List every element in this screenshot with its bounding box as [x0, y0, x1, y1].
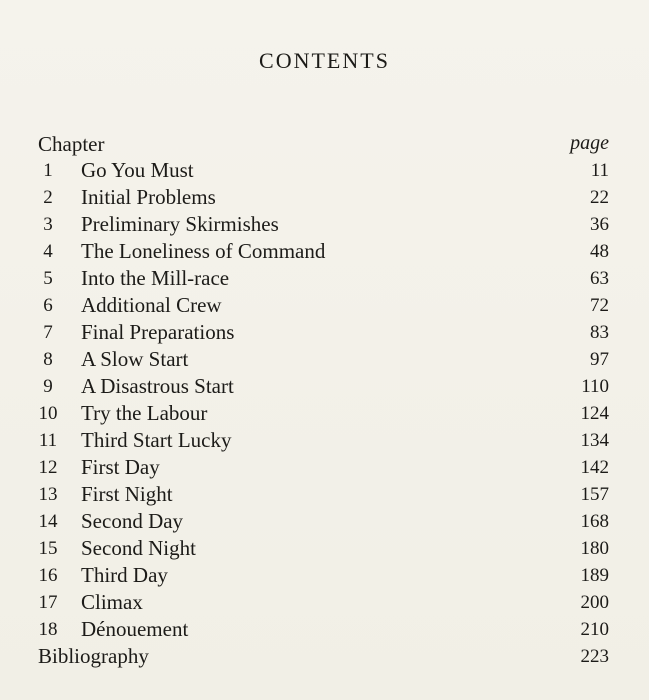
chapter-page: 83: [590, 322, 609, 343]
chapter-page: 168: [580, 511, 609, 532]
toc-entry: [0, 319, 649, 346]
chapter-page: 180: [580, 538, 609, 559]
toc-entry: [0, 589, 649, 616]
chapter-page: 157: [580, 484, 609, 505]
chapter-title: First Night: [81, 482, 173, 506]
chapter-title: A Slow Start: [81, 347, 189, 371]
page-title: CONTENTS: [259, 48, 390, 73]
toc-entry: [0, 454, 649, 481]
chapter-number: 10: [38, 403, 58, 424]
chapter-number: 13: [38, 484, 58, 505]
table-of-contents: [0, 157, 649, 670]
toc-entry: [0, 562, 649, 589]
chapter-page: 210: [580, 619, 609, 640]
chapter-title: Additional Crew: [81, 293, 222, 317]
chapter-title: A Disastrous Start: [81, 374, 234, 398]
chapter-column-header: Chapter: [38, 132, 105, 156]
chapter-number: 9: [43, 376, 53, 397]
chapter-page: 142: [580, 457, 609, 478]
bibliography-page: 223: [580, 646, 609, 667]
bibliography-title: Bibliography: [38, 644, 149, 668]
chapter-number: 15: [38, 538, 58, 559]
chapter-title: The Loneliness of Command: [81, 239, 326, 263]
chapter-title: Go You Must: [81, 158, 194, 182]
chapter-title: First Day: [81, 455, 160, 479]
chapter-number: 7: [43, 322, 53, 343]
chapter-title: Into the Mill-race: [81, 266, 230, 290]
chapter-number: 6: [43, 295, 53, 316]
chapter-number: 12: [38, 457, 58, 478]
chapter-number: 14: [38, 511, 58, 532]
chapter-number: 2: [43, 187, 53, 208]
chapter-title: Dénouement: [81, 617, 189, 641]
chapter-page: 200: [580, 592, 609, 613]
chapter-number: 18: [38, 619, 58, 640]
chapter-title: Third Day: [81, 563, 168, 587]
chapter-page: 134: [580, 430, 609, 451]
chapter-title: Final Preparations: [81, 320, 235, 344]
chapter-number: 5: [43, 268, 53, 289]
toc-entry: [0, 616, 649, 643]
chapter-title: Try the Labour: [81, 401, 208, 425]
chapter-title: Preliminary Skirmishes: [81, 212, 279, 236]
chapter-number: 3: [43, 214, 53, 235]
chapter-title: Third Start Lucky: [81, 428, 232, 452]
toc-entry: [0, 427, 649, 454]
toc-entry: [0, 535, 649, 562]
chapter-number: 4: [43, 241, 53, 262]
toc-entry: [0, 400, 649, 427]
chapter-number: 16: [38, 565, 58, 586]
chapter-page: 97: [590, 349, 609, 370]
toc-entry: [0, 238, 649, 265]
chapter-title: Second Day: [81, 509, 184, 533]
toc-entry: [0, 265, 649, 292]
toc-entry: [0, 508, 649, 535]
chapter-page: 22: [590, 187, 609, 208]
chapter-title: Climax: [81, 590, 143, 614]
toc-entry-bibliography: [0, 643, 649, 670]
toc-entry: [0, 346, 649, 373]
chapter-title: Second Night: [81, 536, 196, 560]
chapter-title: Initial Problems: [81, 185, 216, 209]
chapter-number: 1: [43, 160, 53, 181]
chapter-page: 124: [580, 403, 609, 424]
chapter-page: 110: [581, 376, 609, 397]
chapter-number: 17: [38, 592, 58, 613]
toc-entry: [0, 157, 649, 184]
chapter-number: 8: [43, 349, 53, 370]
chapter-page: 189: [580, 565, 609, 586]
chapter-page: 11: [590, 160, 609, 181]
chapter-number: 11: [38, 430, 58, 451]
toc-entry: [0, 211, 649, 238]
toc-entry: [0, 184, 649, 211]
chapter-page: 36: [590, 214, 609, 235]
chapter-page: 48: [590, 241, 609, 262]
page-column-header: page: [570, 132, 609, 154]
toc-entry: [0, 373, 649, 400]
toc-entry: [0, 292, 649, 319]
chapter-page: 63: [590, 268, 609, 289]
chapter-page: 72: [590, 295, 609, 316]
toc-entry: [0, 481, 649, 508]
